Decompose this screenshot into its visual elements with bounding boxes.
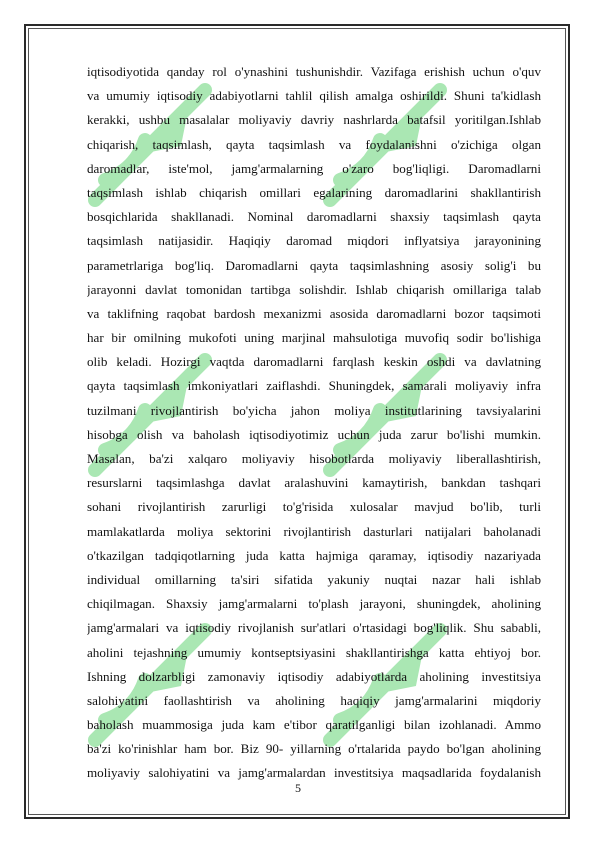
text-line: individual omillarning ta'siri sifatida yakuniy nuqtai nazar hali ishlab [87,571,541,587]
text-line: aholini tejashning umumiy kontseptsiyasini shakllantirishga katta ehtiyoj bor. [87,644,541,660]
text-line: va taklifning raqobat bardosh mexanizmi asosida daromadlarni bozor taqsimoti [87,305,541,321]
text-line: iqtisodiyotida qanday rol o'ynashini tushunishdir. Vazifaga erishish uchun o'quv [87,64,541,79]
text-line: ba'zi ko'rinishlar ham bor. Biz 90- yillarning o'rtalarida paydo bo'lgan aholining [87,741,541,757]
text-line: parametrlariga bog'liq. Daromadlarni qayta taqsimlashning asosiy solig'i bu [87,257,541,273]
page-number: 5 [295,781,301,795]
text-line: chiqarish, taqsimlash, qayta taqsimlash va foydalanishni o'zichiga olgan [87,136,541,152]
text-line: tuzilmani rivojlantirish bo'yicha jahon moliya institutlarining tavsiyalarini [87,402,541,418]
text-line: baholash muammosiga juda kam e'tibor qaratilganligi bilan izohlanadi. Ammo [87,717,541,733]
text-line: daromadlar, iste'mol, jamg'armalarning o'zaro bog'liqligi. Daromadlarni [87,160,541,176]
text-line: hisobga olish va baholash iqtisodiyotimiz uchun juda zarur bo'lishi mumkin. [87,426,541,442]
text-line: jarayonni davlat tomonidan tartibga solishdir. Ishlab chiqarish omillariga talab [87,281,541,297]
text-line: mamlakatlarda moliya sektorini rivojlantirish dasturlari natijalari baholanadi [87,523,541,539]
text-line: chiqilmagan. Shaxsiy jamg'armalarni to'plash jarayoni, shuningdek, aholining [87,596,541,612]
text-line: Ishning dolzarbligi zamonaviy iqtisodiy adabiyotlarda aholining investitsiya [87,668,541,684]
text-line: qayta taqsimlash imkoniyatlari zaiflashdi. Shuningdek, samarali moliyaviy infra [87,378,541,394]
text-line: va umumiy iqtisodiy adabiyotlarni tahlil qilish amalga oshirildi. Shuni ta'kidlash [87,88,541,104]
text-line: bosqichlarida shakllanadi. Nominal daromadlarni shaxsiy taqsimlash qayta [87,209,541,225]
body-text [87,60,541,786]
text-line: o'tkazilgan tadqiqotlarning juda katta hajmiga qaramay, iqtisodiy nazariyada [87,547,541,563]
text-line: Masalan, ba'zi xalqaro moliyaviy hisobotlarda moliyaviy liberallashtirish, [87,451,541,466]
text-line: resurslarni taqsimlashga davlat aralashuvini kamaytirish, bankdan tashqari [87,475,541,491]
text-line: salohiyatini faollashtirish va aholining haqiqiy jamg'armalarini miqdoriy [87,692,541,708]
text-line: taqsimlash natijasidir. Haqiqiy daromad miqdori inflyatsiya jarayonining [87,233,541,249]
text-line: taqsimlash ishlab chiqarish omillari egalarining daromadlarini shakllantirish [87,184,541,200]
text-line: sohani rivojlantirish zarurligi to'g'risida xulosalar mavjud bo'lib, turli [87,499,541,515]
text-line: har bir omilning mukofoti uning marjinal mahsulotiga muvofiq sodir bo'lishiga [87,330,541,346]
text-line: kerakki, ushbu masalalar moliyaviy davriy nashrlarda batafsil yoritilgan.Ishlab [87,112,541,128]
text-line: moliyaviy salohiyatini va jamg'armalardan investitsiya maqsadlarida foydalanish [87,765,541,781]
text-line: jamg'armalari va iqtisodiy rivojlanish sur'atlari o'rtasidagi bog'liqlik. Shu sababli, [87,620,541,636]
text-line: olib keladi. Hozirgi vaqtda daromadlarni farqlash keskin oshdi va davlatning [87,354,541,370]
